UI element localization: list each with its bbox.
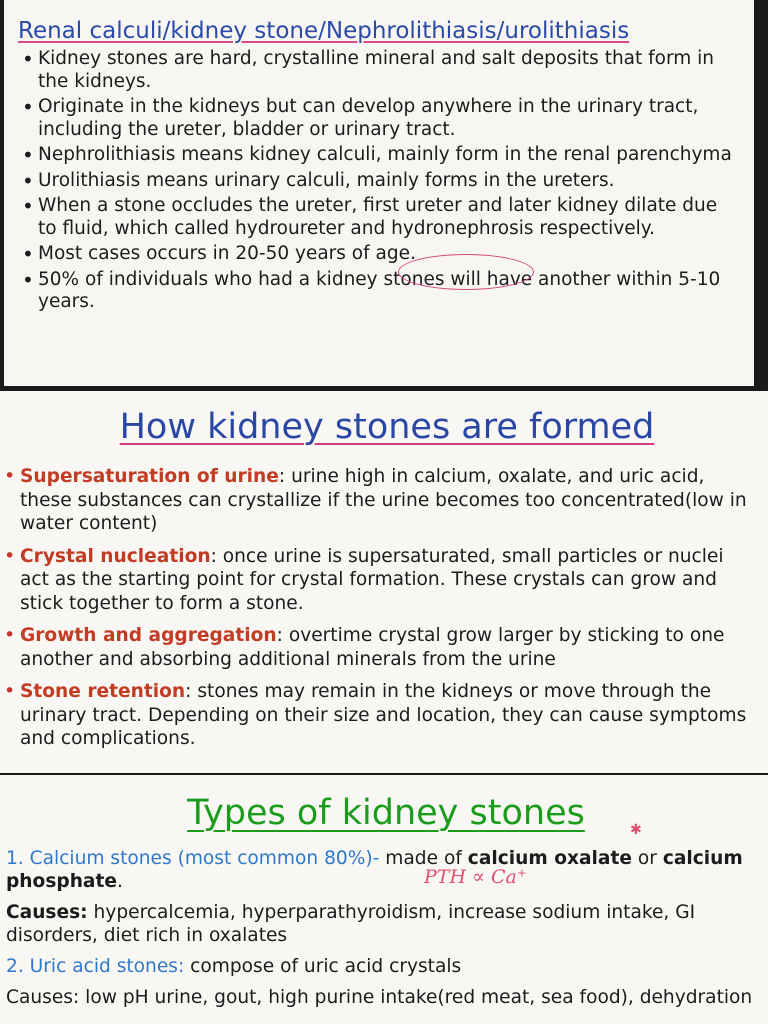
- list-item: • Urolithiasis means urinary calculi, mainly forms in the ureters.: [16, 170, 740, 193]
- calcium-stones-paragraph: [6, 847, 758, 893]
- slide1-bullet-list: [16, 48, 740, 314]
- list-item: • Originate in the kidneys but can develop anywhere in the urinary tract, including the ureter, bladder or urinary tract.: [16, 96, 740, 141]
- calcium-stones-heading: 1. Calcium stones (most common 80%)-: [6, 848, 380, 869]
- bullet-text: : overtime crystal grow larger by sticking to one another and absorbing additional minerals from the urine: [20, 625, 725, 670]
- slide-renal-calculi: [4, 0, 754, 386]
- list-item: [2, 545, 756, 616]
- bullet-term: Crystal nucleation: [20, 545, 211, 567]
- uric-acid-paragraph: [6, 955, 758, 978]
- bullet-term: Stone retention: [20, 681, 186, 702]
- text: compose of uric acid crystals: [184, 956, 462, 977]
- uric-acid-heading: 2. Uric acid stones:: [6, 956, 185, 977]
- list-item: • Nephrolithiasis means kidney calculi, mainly form in the renal parenchyma: [16, 144, 740, 167]
- slide3-title: Types of kidney stones: [187, 793, 585, 833]
- bullet-text: : stones may remain in the kidneys or move through the urinary tract. Depending on their size and location, they can cause symptoms and complications.: [20, 681, 747, 749]
- causes-label: Causes:: [6, 902, 88, 923]
- star-mark-icon: ✱: [630, 822, 642, 838]
- bullet-term: Supersaturation of urine: [20, 466, 279, 487]
- uric-causes-paragraph: [6, 986, 758, 1009]
- causes-text: low pH urine, gout, high purine intake(red meat, sea food), dehydration: [79, 987, 753, 1008]
- list-item: • Kidney stones are hard, crystalline mineral and salt deposits that form in the kidneys.: [16, 48, 740, 93]
- text: made of: [379, 848, 468, 869]
- bullet-text: : urine high in calcium, oxalate, and uric acid, these substances can crystallize if the urine becomes too concentrated(low in water content): [20, 466, 747, 534]
- slide2-title: How kidney stones are formed: [119, 407, 655, 447]
- slide-types-of-stones: [0, 775, 768, 1024]
- list-item: [2, 680, 756, 751]
- causes-text: hypercalcemia, hyperparathyroidism, increase sodium intake, GI disorders, diet rich in oxalates: [6, 902, 696, 946]
- slide2-bullet-list: [2, 465, 756, 751]
- handwritten-note: PTH ∝ Ca⁺: [424, 866, 527, 888]
- slide1-title: Renal calculi/kidney stone/Nephrolithiasis/urolithiasis: [18, 18, 630, 44]
- bullet-term: Growth and aggregation: [20, 625, 277, 646]
- list-item: • Most cases occurs in 20-50 years of age.: [16, 243, 740, 266]
- slide-how-stones-formed: [0, 391, 768, 773]
- causes-label: Causes:: [6, 987, 80, 1008]
- text: .: [116, 871, 123, 892]
- list-item: • When a stone occludes the ureter, first ureter and later kidney dilate due to fluid, which called hydroureter and hydronephrosis respectively.: [16, 195, 740, 240]
- calcium-phosphate: calcium phosphate: [6, 848, 743, 892]
- bullet-text: : once urine is supersaturated, small particles or nuclei act as the starting point for crystal formation. These crystals can grow and stick together to form a stone.: [20, 545, 724, 614]
- text: or: [631, 848, 663, 869]
- list-item: [2, 624, 756, 671]
- calcium-oxalate: calcium oxalate: [467, 848, 632, 869]
- list-item: [2, 465, 756, 536]
- list-item: • 50% of individuals who had a kidney stones will have another within 5-10 years.: [16, 269, 740, 314]
- calcium-causes-paragraph: [6, 901, 758, 947]
